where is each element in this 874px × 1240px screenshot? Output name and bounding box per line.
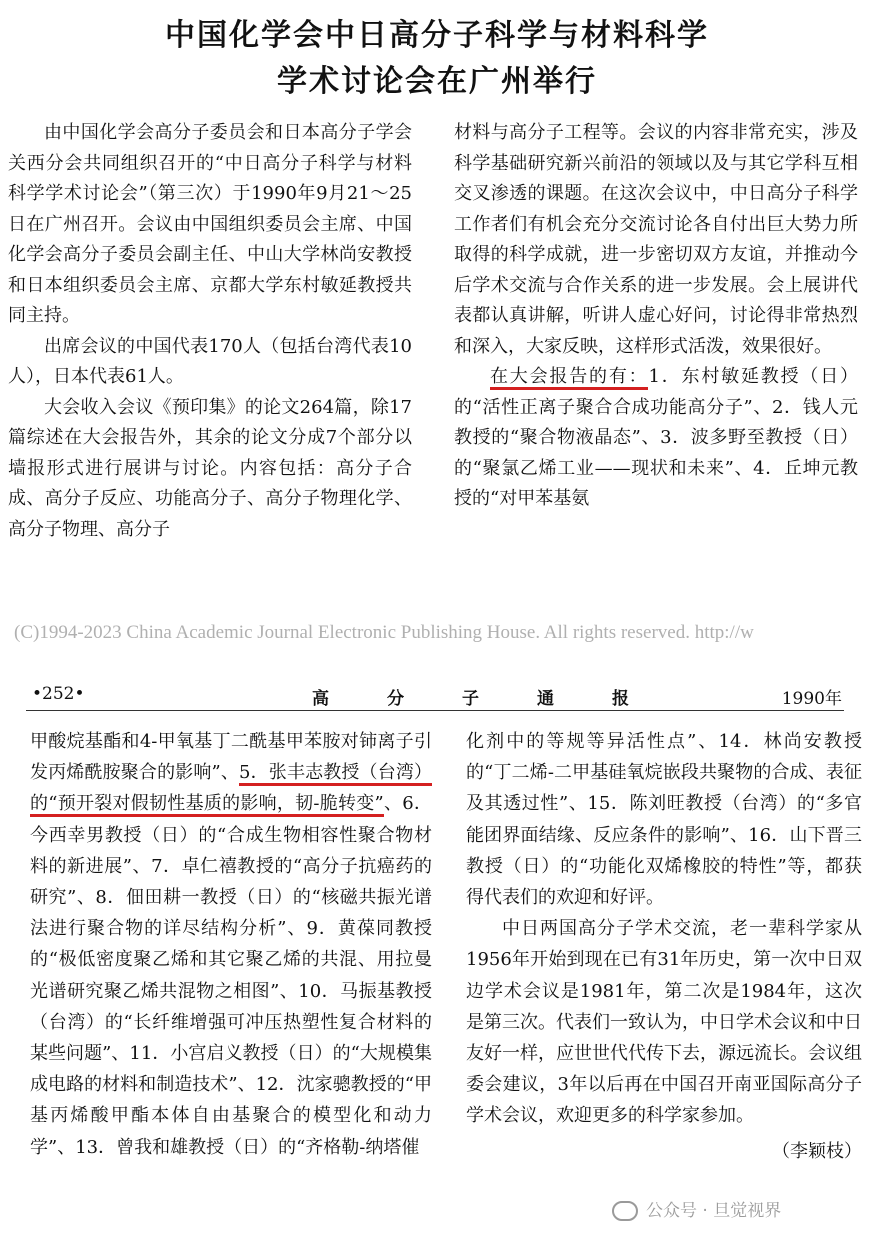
article-title-line-1: 中国化学会中日高分子科学与材料科学	[165, 18, 709, 53]
paragraph-text: 、6．今西幸男教授（日）的“合成生物相容性聚合物材料的新进展”、7．卓仁禧教授的“高分子抗癌药的研究”、8．佃田耕一教授（日）的“核磁共振光谱法进行聚合物的详尽结构分析”、9．黄葆同教授的“极低密度聚乙烯和其它聚乙烯的共混、用拉曼光谱研究聚乙烯共混物之相图”、10．马振基教授（台湾）的“长纤维增强可冲压热塑性复合材料的某些问题”、11．小宫启义教授（日）的“大规模集成电路的材料和制造技术”、12．沈家骢教授的“甲基丙烯酸甲酯本体自由基聚合的模型化和动力学”、13．曾我和雄教授（日）的“齐格勒-纳塔催	[30, 793, 432, 1158]
highlighted-phrase: 5．张丰志教授（台湾）的“预开裂对假韧性基质的影响，韧-脆转变”	[30, 762, 432, 817]
page-number: •252•	[32, 684, 85, 704]
wechat-watermark	[612, 1196, 781, 1221]
page1-left-column	[8, 118, 412, 545]
paragraph	[30, 726, 432, 1163]
watermark-prefix: 公众号 ·	[646, 1201, 714, 1221]
author-signature: （李颖枝）	[772, 1140, 862, 1162]
page1-right-column	[454, 118, 858, 515]
page2-right-column	[466, 726, 862, 1167]
article-title-line-2: 学术讨论会在广州举行	[277, 64, 597, 99]
paragraph-text: 1．东村敏延教授（日）的“活性正离子聚合合成功能高分子”、2．钱人元教授的“聚合物液晶态”、3．波多野至教授（日）的“聚氯乙烯工业——现状和未来”、4．丘坤元教授的“对甲苯基氨	[454, 366, 859, 509]
paragraph: 中日两国高分子学术交流，老一辈科学家从1956年开始到现在已有31年历史，第一次中日双边学术会议是1981年，第二次是1984年，这次是第三次。代表们一致认为，中日学术会议和中日友好一样，应世世代代传下去，源远流长。会议组委会建议，3年以后再在中国召开南亚国际高分子学术会议，欢迎更多的科学家参加。	[466, 918, 862, 1127]
paragraph: 材料与高分子工程等。会议的内容非常充实，涉及科学基础研究新兴前沿的领域以及与其它学科互相交叉渗透的课题。在这次会议中，中日高分子科学工作者们有机会充分交流讨论各自付出巨大势力所取得的科学成就，进一步密切双方友谊，并推动今后学术交流与合作关系的进一步发展。会上展讲代表都认真讲解，听讲人虚心好问，讨论得非常热烈和深入，大家反映，这样形式活泼，效果很好。	[454, 122, 858, 357]
wechat-icon	[612, 1201, 638, 1221]
journal-name: 高分子通报	[312, 689, 687, 709]
paragraph: 化剂中的等规等异活性点”、14．林尚安教授的“丁二烯-二甲基硅氧烷嵌段共聚物的合成、表征及其透过性”、15．陈刘旺教授（台湾）的“多官能团界面结缘、反应条件的影响”、16．山下晋三教授（日）的“功能化双烯橡胶的特性”等，都获得代表们的欢迎和好评。	[466, 731, 862, 909]
page2-left-column	[30, 726, 432, 1163]
paragraph: 由中国化学会高分子委员会和日本高分子学会关西分会共同组织召开的“中日高分子科学与材料科学学术讨论会”（第三次）于1990年9月21～25日在广州召开。会议由中国组织委员会主席、中国化学会高分子委员会副主任、中山大学林尚安教授和日本组织委员会主席、京都大学东村敏延教授共同主持。	[8, 122, 412, 326]
journal-year: 1990年	[781, 689, 842, 709]
highlighted-phrase: 在大会报告的有：	[490, 366, 648, 390]
paragraph: 出席会议的中国代表170人（包括台湾代表10人），日本代表61人。	[8, 335, 412, 387]
paragraph	[454, 362, 858, 515]
page-header	[26, 684, 844, 711]
paragraph: 大会收入会议《预印集》的论文264篇，除17篇综述在大会报告外，其余的论文分成7个部分以墙报形式进行展讲与讨论。内容包括：高分子合成、高分子反应、功能高分子、高分子物理化学、高分子物理、高分子	[8, 396, 412, 540]
copyright-notice: (C)1994-2023 China Academic Journal Electronic Publishing House. All rights reserved. http://w	[14, 622, 754, 643]
paragraph-text: 甲酸烷基酯和4-甲氧基丁二酰基甲苯胺对铈离子引发丙烯酰胺聚合的影响”、	[30, 731, 432, 784]
watermark-name: 旦觉视界	[713, 1201, 782, 1221]
